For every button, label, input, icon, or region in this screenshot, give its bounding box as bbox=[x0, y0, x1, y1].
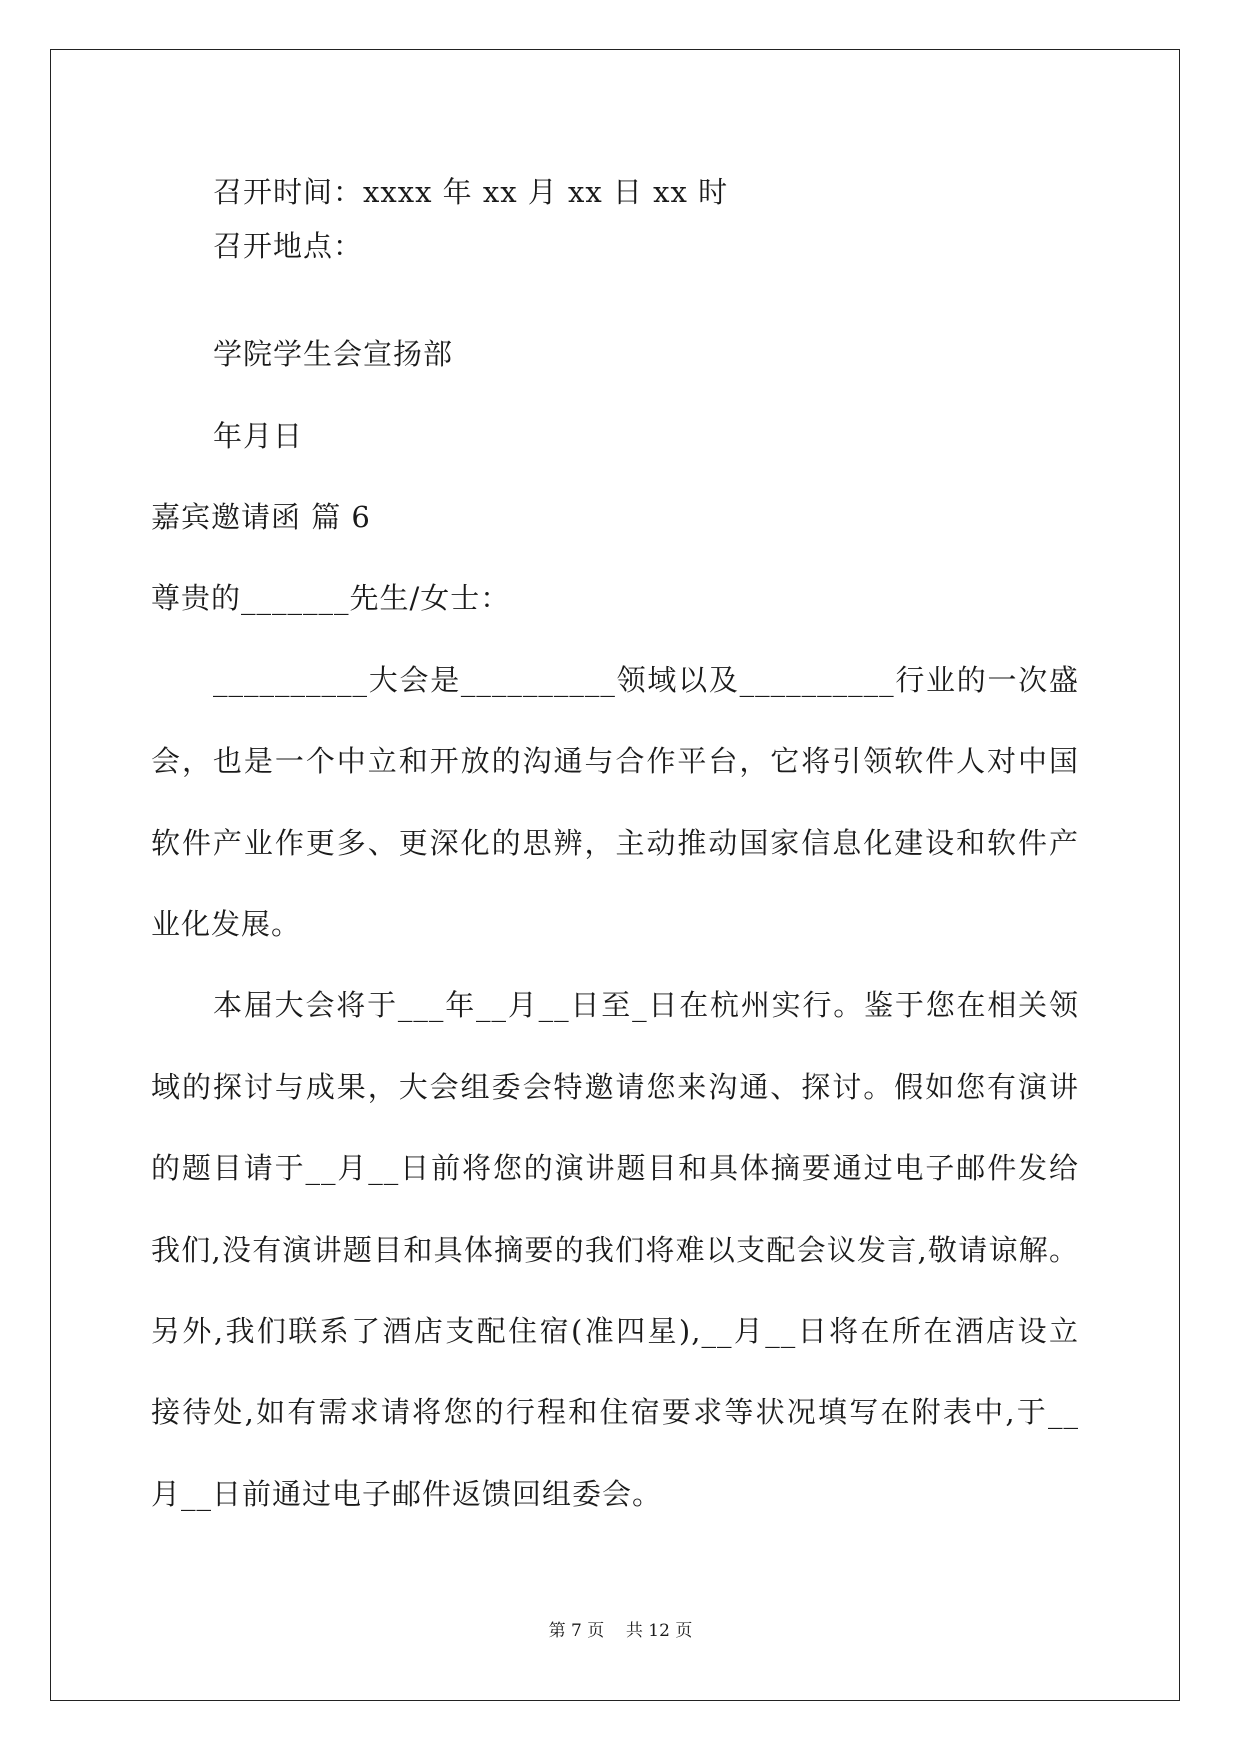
paragraph-2-line-3: 的题目请于__月__日前将您的演讲题目和具体摘要通过电子邮件发给 bbox=[151, 1151, 1079, 1185]
paragraph-1-line-3: 软件产业作更多、更深化的思辨，主动推动国家信息化建设和软件产 bbox=[151, 826, 1079, 860]
paragraph-2-line-4: 我们,没有演讲题目和具体摘要的我们将难以支配会议发言,敬请谅解。 bbox=[151, 1233, 1079, 1267]
paragraph-2-line-2: 域的探讨与成果，大会组委会特邀请您来沟通、探讨。假如您有演讲 bbox=[151, 1070, 1079, 1104]
paragraph-2-line-7: 月__日前通过电子邮件返馈回组委会。 bbox=[151, 1477, 663, 1511]
paragraph-1-line-4: 业化发展。 bbox=[151, 907, 302, 941]
date-line: 年月日 bbox=[213, 419, 304, 453]
meeting-time-line: 召开时间：xxxx 年 xx 月 xx 日 xx 时 bbox=[213, 175, 729, 209]
salutation-line: 尊贵的_______先生/女士： bbox=[151, 581, 511, 615]
paragraph-2-line-1: 本届大会将于___年__月__日至_日在杭州实行。鉴于您在相关领 bbox=[213, 988, 1079, 1022]
paragraph-1-line-2: 会，也是一个中立和开放的沟通与合作平台，它将引领软件人对中国 bbox=[151, 744, 1079, 778]
section-heading: 嘉宾邀请函 篇 6 bbox=[151, 500, 371, 534]
meeting-place-line: 召开地点： bbox=[213, 229, 364, 263]
paragraph-1-line-1: __________大会是__________领域以及__________行业的一次盛 bbox=[213, 663, 1079, 697]
organizer-line: 学院学生会宣扬部 bbox=[213, 337, 454, 371]
paragraph-2-line-5: 另外,我们联系了酒店支配住宿(准四星),__月__日将在所在酒店设立 bbox=[151, 1314, 1079, 1348]
page-border bbox=[50, 49, 1180, 1701]
page-number-footer: 第 7 页 共 12 页 bbox=[548, 1621, 693, 1641]
paragraph-2-line-6: 接待处,如有需求请将您的行程和住宿要求等状况填写在附表中,于__ bbox=[151, 1395, 1079, 1429]
